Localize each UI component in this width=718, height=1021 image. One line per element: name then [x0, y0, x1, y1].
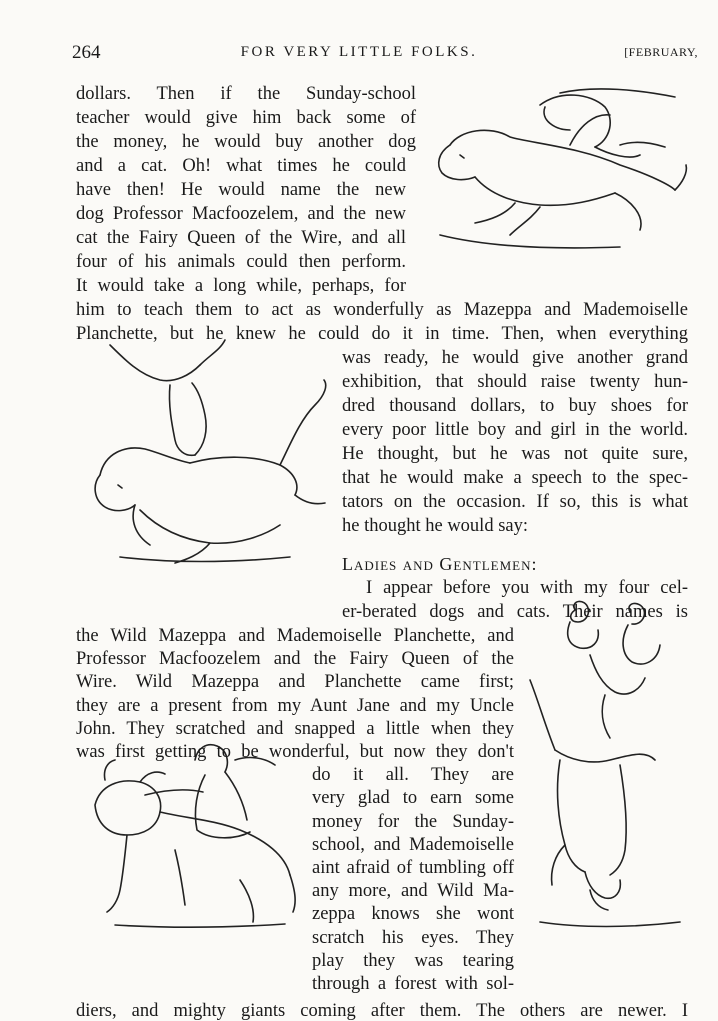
text-line: the Wild Mazeppa and Mademoiselle Planchette, and	[76, 626, 514, 646]
text-line: Professor Macfoozelem and the Fairy Queen of the	[76, 649, 514, 670]
text-line: cat the Fairy Queen of the Wire, and all	[76, 228, 406, 248]
illustration-acrobat-tower-with-cats	[520, 600, 695, 930]
text-line: have then! He would name the new	[76, 180, 406, 200]
text-line: Planchette, but he knew he could do it in time. Then, when everything	[76, 324, 688, 344]
text-line: do it all. They are	[312, 765, 514, 786]
text-line: the money, he would buy another dog	[76, 132, 416, 152]
page-number: 264	[72, 42, 101, 63]
illustration-running-dog-with-cat	[420, 85, 690, 260]
text-line: diers, and mighty giants coming after them. The others are newer. I	[76, 1001, 688, 1021]
text-line: he thought he would say:	[342, 516, 529, 536]
illustration-dog-ridden-by-cat	[85, 740, 300, 930]
text-line: play they was tearing	[312, 950, 514, 971]
text-line: teacher would give him back some of	[76, 108, 416, 128]
text-line: school, and Mademoiselle	[312, 834, 514, 855]
text-line: that he would make a speech to the spec-	[342, 468, 688, 488]
text-line: Wire. Wild Mazeppa and Planchette came first;	[76, 672, 514, 693]
text-line: every poor little boy and girl in the world.	[342, 420, 688, 440]
text-line: him to teach them to act as wonderfully as Mazeppa and Mademoiselle	[76, 300, 688, 320]
text-line: dred thousand dollars, to buy shoes for	[342, 396, 688, 416]
text-line: dog Professor Macfoozelem, and the new	[76, 204, 406, 224]
text-line: they are a present from my Aunt Jane and my Uncle	[76, 695, 514, 716]
text-line: er-berated dogs and cats. Their names is	[342, 602, 688, 622]
text-line: dollars. Then if the Sunday-school	[76, 84, 416, 104]
text-line: through a forest with sol-	[312, 974, 514, 994]
running-title: FOR VERY LITTLE FOLKS.	[240, 44, 478, 60]
speech-salutation: Ladies and Gentlemen:	[342, 554, 538, 574]
text-line: He thought, but he was not quite sure,	[342, 444, 688, 464]
text-line: It would take a long while, perhaps, for	[76, 276, 406, 296]
text-line: I appear before you with my four cel-	[366, 578, 688, 598]
text-line: zeppa knows she wont	[312, 904, 514, 925]
text-line: money for the Sunday-	[312, 811, 514, 832]
text-line: very glad to earn some	[312, 788, 514, 809]
month-label: [FEBRUARY,	[624, 45, 698, 59]
text-line: aint afraid of tumbling off	[312, 858, 514, 878]
text-line: John. They scratched and snapped a little when they	[76, 718, 514, 739]
running-header	[0, 42, 718, 66]
text-line: exhibition, that should raise twenty hun-	[342, 372, 688, 392]
text-line: was ready, he would give another grand	[342, 348, 688, 368]
text-line: and a cat. Oh! what times he could	[76, 156, 406, 176]
text-line: any more, and Wild Ma-	[312, 881, 514, 902]
illustration-leaping-dog-with-acrobat-cat	[80, 335, 330, 565]
text-line: scratch his eyes. They	[312, 927, 514, 948]
text-line: tators on the occasion. If so, this is what	[342, 492, 688, 512]
text-line: was first getting to be wonderful, but now they don't	[76, 742, 514, 762]
text-line: four of his animals could then perform.	[76, 252, 406, 272]
